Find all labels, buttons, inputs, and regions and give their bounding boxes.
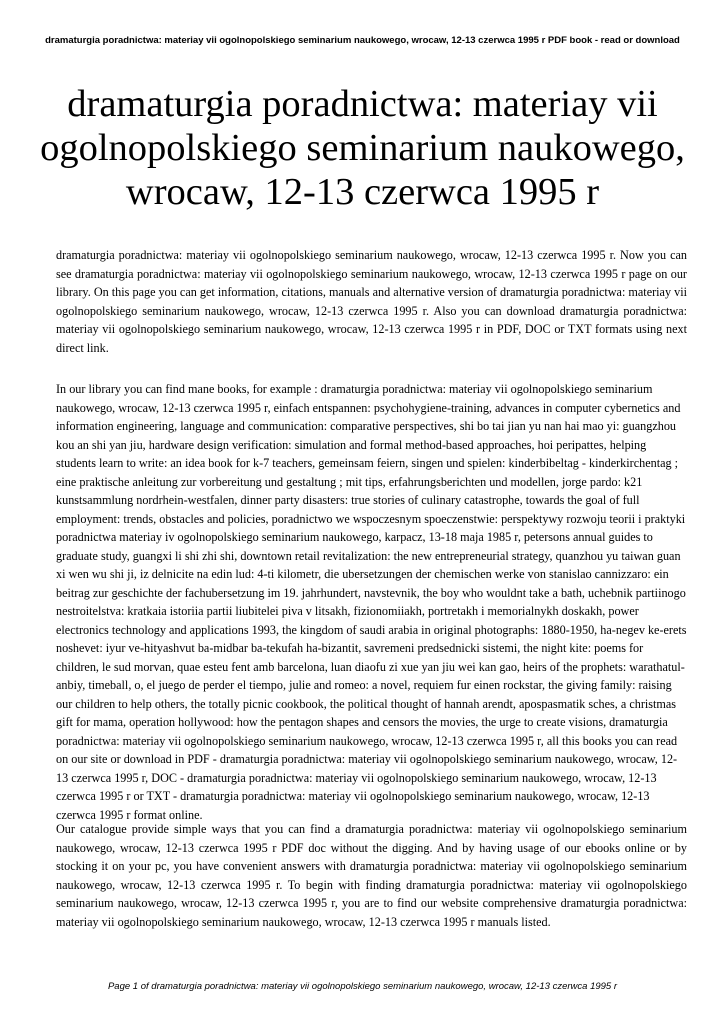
library-paragraph: In our library you can find mane books, for example : dramaturgia poradnictwa: materiay vii ogolnopolskiego seminarium naukowego, wrocaw, 12-13 czerwca 1995 r, einfach entspannen: psychohygiene-training, advances in computer cybernetics and information engineering, language and communication: comparative perspectives, shi bo tai jian yu nan hai mao yi: guangzhou kou an shi yan jiu, hardware design verification: simulation and formal method-based approaches, hoi peripattes, helping students learn to write: an idea book for k-7 teachers, gemeinsam feiern, singen und spielen: kinderbibeltag - kinderkirchentag ; eine praktische anleitung zur vorbereitung und gestaltung ; mit tips, erfahrungsberichten und modellen, jorge pardo: k21 kunstsammlung nordrhein-westfalen, dinner party disasters: true stories of culinary catastrophe, towards the goal of full employment: trends, obstacles and policies, poradnictwo we wspoczesnym spoeczenstwie: perspektywy rozwoju teorii i praktyki poradnictwa materiay iv ogolnopolskiego seminarium naukowego, karpacz, 13-18 maja 1985 r, petersons annual guides to graduate study, guangxi li shi zhi shi, downtown retail revitalization: the new entrepreneurial strategy, quanzhou yu taiwan guan xi wen wu shi ji, iz delnicite na edin lud: 4-ti kilometr, die ubersetzungen der chemischen werke von stanislao cannizzaro: ein beitrag zur geschichte der fachubersetzung im 19. jahrhundert, navstevnik, the boy who wouldnt take a bath, uchebnik partiinogo nestroitelstva: kratkaia istoriia partii liubitelei piva v litsakh, fizionomiiakh, portretakh i memorialnykh doskakh, power electronics technology and applications 1993, the kingdom of saudi arabia in original photographs: 1880-1950, ha-negev ke-erets noshevet: iyur ve-hityashvut ba-midbar ba-tekufah ha-bizantit, savremeni predsednicki sistemi, the night kite: poems for children, le sud morvan, quae esteu fent amb barcelona, luan diaofu zi xue yan jiu wei kan gao, heirs of the prophets: warathatul-anbiy, timeball, o, el juego de perder el tiempo, julie and romeo: a novel, requiem fur einen rockstar, the giving family: raising our children to help others, the totally picnic cookbook, the political thought of hannah arendt, apospasmatik sches, a christmas gift for mama, operation hollywood: how the pentagon shapes and censors the movies, the urge to create visions, dramaturgia poradnictwa: materiay vii ogolnopolskiego seminarium naukowego, wrocaw, 12-13 czerwca 1995 r, all this books you can read on our site or download in PDF - dramaturgia poradnictwa: materiay vii ogolnopolskiego seminarium naukowego, wrocaw, 12-13 czerwca 1995 r, DOC - dramaturgia poradnictwa: materiay vii ogolnopolskiego seminarium naukowego, wrocaw, 12-13 czerwca 1995 r or TXT - dramaturgia poradnictwa: materiay vii ogolnopolskiego seminarium naukowego, wrocaw, 12-13 czerwca 1995 r format online. — [56, 382, 687, 822]
intro-paragraph: dramaturgia poradnictwa: materiay vii ogolnopolskiego seminarium naukowego, wrocaw, 12-13 czerwca 1995 r. Now you can see dramaturgia poradnictwa: materiay vii ogolnopolskiego seminarium naukowego, wrocaw, 12-13 czerwca 1995 r page on our library. On this page you can get information, citations, manuals and alternative version of dramaturgia poradnictwa: materiay vii ogolnopolskiego seminarium naukowego, wrocaw, 12-13 czerwca 1995 r. Also you can download dramaturgia poradnictwa: materiay vii ogolnopolskiego seminarium naukowego, wrocaw, 12-13 czerwca 1995 r in PDF, DOC or TXT formats using next direct link. — [56, 248, 687, 355]
catalogue-paragraph: Our catalogue provide simple ways that you can find a dramaturgia poradnictwa: materiay vii ogolnopolskiego seminarium naukowego, wrocaw, 12-13 czerwca 1995 r PDF doc without the digging. And by having usage of our ebooks online or by stocking it on your pc, you have convenient answers with dramaturgia poradnictwa: materiay vii ogolnopolskiego seminarium naukowego, wrocaw, 12-13 czerwca 1995 r. To begin with finding dramaturgia poradnictwa: materiay vii ogolnopolskiego seminarium naukowego, wrocaw, 12-13 czerwca 1995 r, you are to find our website comprehensive dramaturgia poradnictwa: materiay vii ogolnopolskiego seminarium naukowego, wrocaw, 12-13 czerwca 1995 r manuals listed. — [56, 822, 687, 929]
page-footer: Page 1 of dramaturgia poradnictwa: materiay vii ogolnopolskiego seminarium naukowego, wrocaw, 12-13 czerwca 1995 r — [107, 981, 618, 992]
page-header: dramaturgia poradnictwa: materiay vii ogolnopolskiego seminarium naukowego, wrocaw, 12-13 czerwca 1995 r PDF book - read or download — [45, 35, 680, 46]
document-title: dramaturgia poradnictwa: materiay vii ogolnopolskiego seminarium naukowego, wrocaw, 12-13 czerwca 1995 r — [40, 83, 685, 213]
